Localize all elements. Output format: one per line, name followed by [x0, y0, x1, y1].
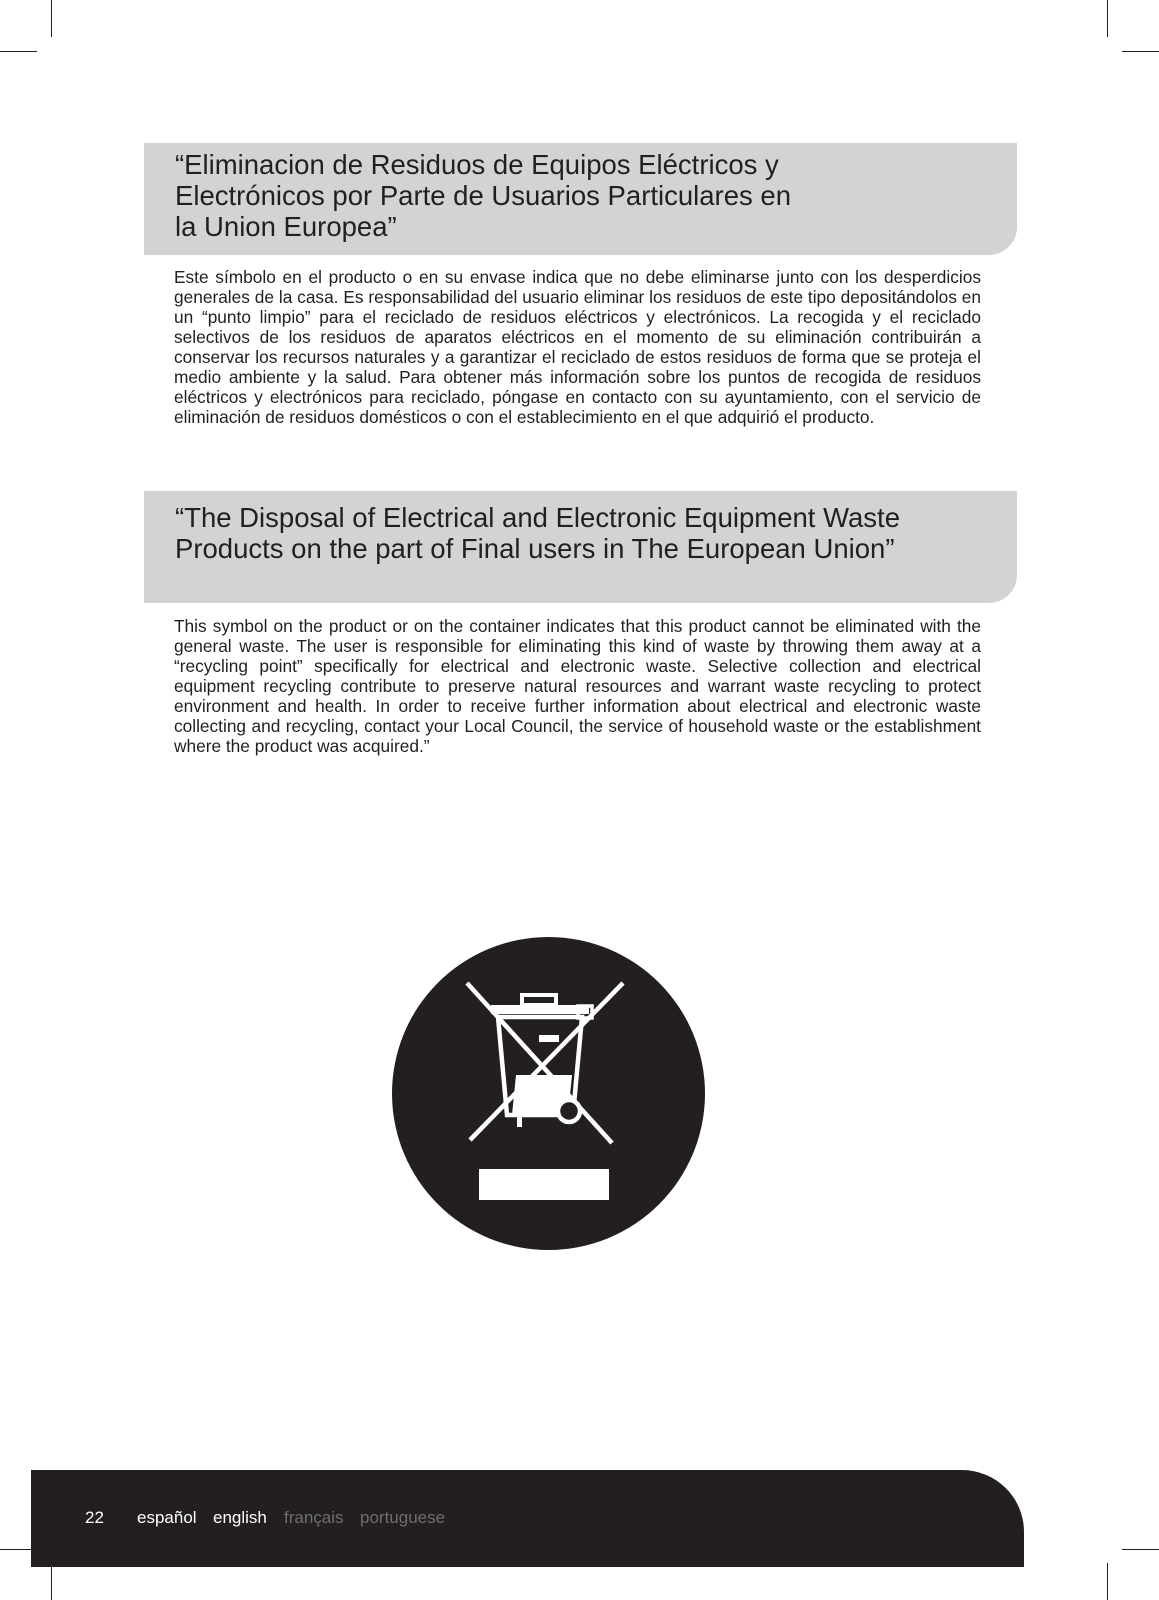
crop-mark-top-left: [0, 51, 37, 52]
crop-mark-top-right: [1107, 0, 1108, 37]
crop-mark-top-left: [51, 0, 52, 37]
language-english[interactable]: english: [213, 1508, 267, 1527]
crop-mark-bottom-left: [51, 1563, 52, 1600]
section-header-en: [144, 491, 1017, 603]
crop-mark-bottom-right: [1107, 1563, 1108, 1600]
section-body-en: This symbol on the product or on the container indicates that this product cannot be eliminated with the general waste. The user is responsible for eliminating this kind of waste by throwing them away at a “recycling point” specifically for electrical and electronic waste. Selective collection and electrical equipment recycling contribute to preserve natural resources and warrant waste recycling to protect environment and health. In order to receive further information about electrical and electronic waste collecting and recycling, contact your Local Council, the service of household waste or the establishment where the product was acquired.”: [174, 616, 981, 756]
language-espanol[interactable]: español: [137, 1508, 197, 1527]
section-body-es: Este símbolo en el producto o en su envase indica que no debe eliminarse junto con los desperdicios generales de la casa. Es responsabilidad del usuario eliminar los residuos de este tipo depositándolos en un “punto limpio” para el reciclado de residuos eléctricos y electrónicos. La recogida y el reciclado selectivos de los residuos de aparatos eléctricos en el momento de su eliminación contribuirán a conservar los recursos naturales y a garantizar el reciclado de estos residuos de forma que se proteja el medio ambiente y la salud. Para obtener más información sobre los puntos de recogida de residuos eléctricos y electrónicos para reciclado, póngase en contacto con su ayuntamiento, con el servicio de eliminación de residuos domésticos o con el establecimiento en el que adquirió el producto.: [174, 267, 981, 427]
crop-mark-bottom-right: [1122, 1549, 1159, 1550]
crop-mark-top-right: [1122, 51, 1159, 52]
language-francais[interactable]: français: [284, 1508, 344, 1527]
section-title-en: “The Disposal of Electrical and Electronic Equipment Waste Products on the part of Final users in The European Union”: [175, 502, 900, 564]
page-number: 22: [85, 1508, 104, 1527]
section-title-es: “Eliminacion de Residuos de Equipos Eléctricos y Electrónicos por Parte de Usuarios Particulares en la Union Europea”: [175, 149, 791, 242]
weee-crossed-out-wheelie-bin-icon: [392, 937, 705, 1250]
language-portuguese[interactable]: portuguese: [360, 1508, 446, 1527]
section-header-es: [144, 143, 1017, 255]
